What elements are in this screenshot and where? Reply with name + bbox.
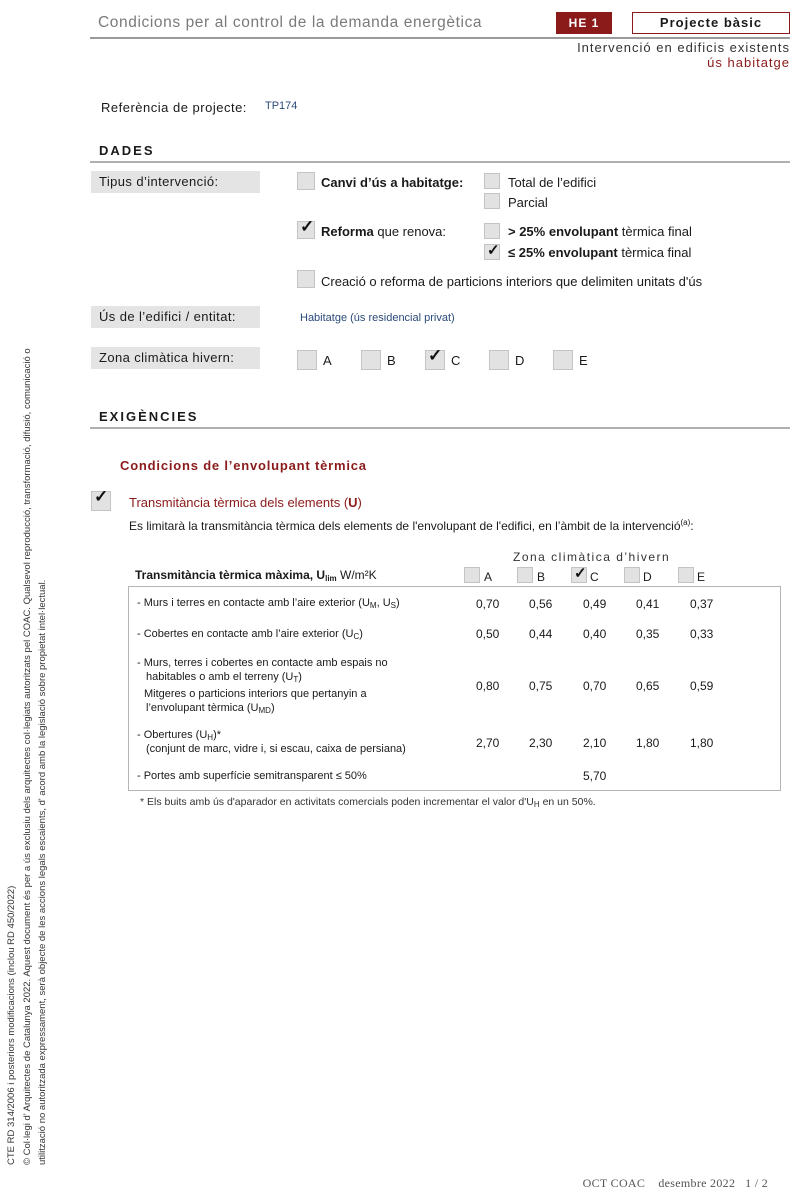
zone-e-label: E [579, 353, 588, 368]
section-dades-title: DADES [99, 143, 155, 158]
check-icon: ✓ [487, 242, 500, 259]
table-zone-b-checkbox[interactable] [517, 567, 533, 583]
section-exigencies-rule [90, 427, 790, 429]
parcial-label: Parcial [508, 195, 548, 210]
sidebar-legal-line2: © Col·legi d’ Arquitectes de Catalunya 2022. Aquest document és per a ús exclusiu dels arquitectes col·legiats autoritzats pel COAC. Qualsevol reproducció, transformació, difusió, comunicació o [22, 348, 33, 1165]
subtitle-intervention: Intervenció en edificis existents [577, 40, 790, 55]
check-icon: ✓ [94, 487, 109, 506]
canvi-us-label: Canvi d’ús a habitatge: [321, 175, 464, 190]
table-cell: 0,70 [476, 597, 500, 611]
table-zone-a-label: A [484, 570, 493, 584]
zone-b-checkbox[interactable] [361, 350, 381, 370]
zone-c-checkbox[interactable] [425, 346, 445, 370]
zone-b-label: B [387, 353, 396, 368]
table-zone-c-checkbox[interactable] [571, 567, 587, 583]
table-row-label: - Obertures $(U_H)*$ [137, 729, 222, 742]
table-cell: 0,40 [583, 627, 607, 641]
project-ref-value[interactable]: TP174 [265, 100, 298, 112]
gt25-checkbox[interactable] [484, 223, 500, 239]
table-zone-c-label: C [590, 570, 599, 584]
table-cell: 0,56 [529, 597, 553, 611]
table-cell: 0,44 [529, 627, 553, 641]
sidebar-legal-line1: CTE RD 314/2006 i posteriors modificacions (inclou RD 450/2022) [6, 885, 17, 1165]
reforma-checkbox[interactable] [297, 217, 315, 239]
sidebar-legal-line3: utilització no autoritzada expressament, serà objecte de les accions legals escaients, d' acord amb la legislació sobre propietat intel·lectual. [37, 579, 48, 1165]
table-cell: 0,37 [690, 597, 714, 611]
transmittance-title: Transmitància tèrmica dels elements (U) [129, 495, 362, 510]
header-rule [90, 37, 790, 39]
zone-a-checkbox[interactable] [297, 350, 317, 370]
table-cell: 0,50 [476, 627, 500, 641]
zone-d-label: D [515, 353, 525, 368]
zone-a-label: A [323, 353, 332, 368]
table-cell: 2,10 [583, 736, 607, 750]
total-edifici-label: Total de l’edifici [508, 175, 597, 190]
creacio-label: Creació o reforma de particions interiors que delimiten unitats d'ús [321, 274, 703, 289]
table-cell: 5,70 [583, 769, 607, 783]
canvi-us-checkbox[interactable] [297, 172, 315, 190]
table-cell: 0,41 [636, 597, 660, 611]
zone-e-checkbox[interactable] [553, 350, 573, 370]
table-zone-e-label: E [697, 570, 706, 584]
table-cell: 0,75 [529, 679, 553, 693]
table-zone-d-label: D [643, 570, 652, 584]
table-row-label: - Portes amb superfície semitransparent ≤ 50% [137, 770, 367, 782]
check-icon: ✓ [574, 565, 587, 582]
le25-label: ≤ 25% envolupant tèrmica final [508, 245, 692, 260]
table-row-label: Mitgeres o particions interiors que pertanyin a [144, 688, 367, 700]
climate-zone-label: Zona climàtica hivern: [91, 347, 260, 369]
code-badge: HE 1 [556, 12, 612, 34]
table-zone-b-label: B [537, 570, 546, 584]
table-row-label: l’envolupant tèrmica $(U_{MD})$ [146, 702, 275, 715]
table-row-label: habitables o amb el terreny $(U_T)$ [146, 671, 302, 684]
table-cell: 1,80 [636, 736, 660, 750]
envelope-subsection-title: Condicions de l’envolupant tèrmica [120, 458, 367, 473]
table-title: Transmitància tèrmica màxima, $U_{lim}$ W/m²K [135, 568, 377, 583]
phase-badge: Projecte bàsic [632, 12, 790, 34]
table-zone-e-checkbox[interactable] [678, 567, 694, 583]
subtitle-use: ús habitatge [707, 55, 790, 70]
building-use-label: Ús de l’edifici / entitat: [91, 306, 260, 328]
table-cell: 0,80 [476, 679, 500, 693]
table-cell: 0,70 [583, 679, 607, 693]
total-edifici-checkbox[interactable] [484, 173, 500, 189]
table-row-label: - Murs, terres i cobertes en contacte amb espais no [137, 657, 388, 669]
zone-d-checkbox[interactable] [489, 350, 509, 370]
table-cell: 0,35 [636, 627, 660, 641]
page-footer: OCT COAC desembre 2022 1 / 2 [582, 1176, 768, 1190]
table-footnote: * Els buits amb ús d'aparador en activitats comercials poden incrementar el valor $d'U_H$ en un 50%. [140, 796, 596, 809]
transmittance-description: Es limitarà la transmitància tèrmica dels elements de l'envolupant de l'edifici, en l’àmbit de la intervenció$^{(a)}$: [129, 518, 694, 533]
parcial-checkbox[interactable] [484, 193, 500, 209]
creacio-checkbox[interactable] [297, 270, 315, 288]
table-zone-d-checkbox[interactable] [624, 567, 640, 583]
transmittance-checkbox[interactable] [91, 487, 111, 511]
building-use-value[interactable]: Habitatge (ús residencial privat) [300, 312, 455, 324]
table-row-label: - Murs i terres en contacte amb l’aire exterior ($U_M$, $U_S$) [137, 597, 400, 610]
table-cell: 0,33 [690, 627, 714, 641]
table-cell: 0,65 [636, 679, 660, 693]
document-title: Condicions per al control de la demanda energètica [98, 14, 483, 31]
le25-checkbox[interactable] [484, 244, 500, 260]
check-icon: ✓ [300, 217, 315, 236]
gt25-label: > 25% envolupant tèrmica final [508, 224, 692, 239]
table-zone-a-checkbox[interactable] [464, 567, 480, 583]
reforma-label: Reforma que renova: [321, 224, 447, 239]
table-cell: 0,49 [583, 597, 607, 611]
project-ref-label: Referència de projecte: [101, 100, 247, 115]
table-row-label: - Cobertes en contacte amb l’aire exterior $(U_C)$ [137, 628, 363, 641]
table-row-label: (conjunt de marc, vidre i, si escau, caixa de persiana) [146, 743, 406, 755]
check-icon: ✓ [428, 346, 443, 365]
section-exigencies-title: EXIGÈNCIES [99, 409, 199, 424]
section-dades-rule [90, 161, 790, 163]
zone-header: Zona climàtica d’hivern [513, 550, 671, 564]
intervention-type-label: Tipus d’intervenció: [91, 171, 260, 193]
table-cell: 2,70 [476, 736, 500, 750]
zone-c-label: C [451, 353, 461, 368]
table-cell: 0,59 [690, 679, 714, 693]
table-cell: 1,80 [690, 736, 714, 750]
table-cell: 2,30 [529, 736, 553, 750]
